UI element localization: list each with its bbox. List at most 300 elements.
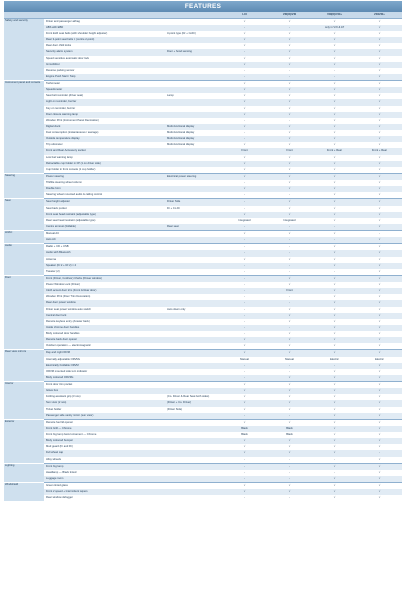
table-row bbox=[4, 167, 402, 174]
variant-value: √ bbox=[357, 307, 402, 313]
variant-value: √ bbox=[222, 343, 267, 350]
variant-value: √ bbox=[357, 275, 402, 282]
feature-name: Centre armrest (foldable) bbox=[44, 224, 166, 231]
variant-value: √ bbox=[267, 186, 312, 192]
variant-value: √ bbox=[357, 337, 402, 343]
variant-value: √ bbox=[357, 263, 402, 269]
table-row bbox=[4, 419, 402, 426]
variant-value: √ bbox=[222, 382, 267, 389]
feature-name: Reverse parking sensor bbox=[44, 68, 166, 74]
variant-value: √ bbox=[222, 56, 267, 62]
variant-value: - bbox=[222, 325, 267, 331]
table-row bbox=[4, 269, 402, 276]
feature-name: Front fog lamp bbox=[44, 463, 166, 470]
variant-value: - bbox=[267, 325, 312, 331]
variant-value: √ bbox=[357, 49, 402, 55]
feature-note: Multi-functional display bbox=[166, 130, 222, 136]
variant-value: √ bbox=[312, 331, 357, 337]
variant-value: - bbox=[267, 269, 312, 276]
variant-value: √ bbox=[312, 142, 357, 148]
variant-value: √ bbox=[357, 87, 402, 93]
feature-name: Steering wheel mounted audio & calling control bbox=[44, 192, 166, 199]
feature-note bbox=[166, 343, 222, 350]
variant-value: √ bbox=[357, 218, 402, 224]
variant-value: √ bbox=[222, 87, 267, 93]
variant-value: √ bbox=[312, 444, 357, 450]
variant-value: √ bbox=[267, 319, 312, 325]
column-header: VXI(O)/VXI bbox=[267, 12, 312, 18]
variant-value: √ bbox=[357, 394, 402, 400]
variant-value: - bbox=[267, 369, 312, 375]
feature-name: Speed sensitive automatic door lock bbox=[44, 56, 166, 62]
variant-value: - bbox=[267, 463, 312, 470]
table-row bbox=[4, 382, 402, 389]
variant-value: √ bbox=[312, 49, 357, 55]
table-row bbox=[4, 224, 402, 231]
section-label bbox=[4, 350, 44, 382]
variant-value: √ bbox=[357, 142, 402, 148]
variant-value: √ bbox=[267, 56, 312, 62]
variant-value: - bbox=[267, 457, 312, 464]
table-row bbox=[4, 375, 402, 382]
variant-value: √ bbox=[267, 206, 312, 212]
section-name: Rear view mirrors bbox=[5, 350, 27, 354]
variant-value: √ bbox=[357, 74, 402, 81]
feature-name: Body coloured ORVMs bbox=[44, 375, 166, 382]
page-title: FEATURES bbox=[4, 1, 402, 12]
feature-note bbox=[166, 192, 222, 199]
variant-value: √ bbox=[357, 369, 402, 375]
variant-value: √ bbox=[267, 18, 312, 25]
table-row bbox=[4, 231, 402, 238]
feature-name: ABS with EBD bbox=[44, 25, 166, 31]
variant-value: √ bbox=[357, 388, 402, 394]
variant-value: √ bbox=[357, 112, 402, 118]
feature-note: (Co. Driver & Rear Seat both sides) bbox=[166, 394, 222, 400]
feature-name: Retractable cup holder in I/P (1 on driver side) bbox=[44, 161, 166, 167]
variant-value: √ bbox=[312, 400, 357, 406]
variant-value: √ bbox=[357, 457, 402, 464]
variant-value: √ bbox=[267, 489, 312, 495]
variant-value: - bbox=[222, 180, 267, 186]
variant-value: √ bbox=[312, 438, 357, 444]
variant-value: √ bbox=[222, 337, 267, 343]
variant-value: √ bbox=[312, 167, 357, 174]
variant-value: √ bbox=[267, 87, 312, 93]
variant-value: √ bbox=[357, 237, 402, 244]
feature-name: Day and night IRVM bbox=[44, 350, 166, 357]
section-label bbox=[4, 173, 44, 199]
feature-name: Tachometer bbox=[44, 81, 166, 88]
variant-value: - bbox=[222, 224, 267, 231]
variant-value: Manual bbox=[267, 357, 312, 363]
variant-value: - bbox=[312, 457, 357, 464]
feature-name: Trip odometer bbox=[44, 142, 166, 148]
feature-name: Folding assistant grip (3 nos) bbox=[44, 394, 166, 400]
features-sheet bbox=[4, 1, 402, 502]
variant-value: - bbox=[222, 74, 267, 81]
feature-note bbox=[166, 167, 222, 174]
variant-value: - bbox=[222, 250, 267, 256]
variant-value: √ bbox=[222, 167, 267, 174]
feature-name: Headlamp — Black tinted bbox=[44, 470, 166, 476]
feature-name: Seat height adjuster bbox=[44, 199, 166, 206]
variant-value: √ bbox=[312, 212, 357, 218]
feature-note: Lamp bbox=[166, 93, 222, 99]
variant-value: √ bbox=[267, 331, 312, 337]
feature-name: Radio + CD + USB bbox=[44, 244, 166, 251]
variant-value: √ bbox=[357, 257, 402, 263]
variant-value: - bbox=[222, 275, 267, 282]
variant-value: √ bbox=[267, 375, 312, 382]
variant-value: - bbox=[357, 231, 402, 238]
variant-value: √ bbox=[312, 294, 357, 300]
table-row bbox=[4, 476, 402, 483]
variant-value: √ bbox=[357, 331, 402, 337]
variant-value: √ bbox=[222, 155, 267, 161]
section-name: Windshield bbox=[5, 483, 19, 487]
variant-value: √ bbox=[267, 388, 312, 394]
variant-value: - bbox=[267, 237, 312, 244]
variant-value: √ bbox=[222, 93, 267, 99]
table-row bbox=[4, 199, 402, 206]
table-row bbox=[4, 192, 402, 199]
variant-value: - bbox=[267, 363, 312, 369]
feature-name: Manual AC bbox=[44, 231, 166, 238]
feature-note bbox=[166, 275, 222, 282]
variant-value: √ bbox=[312, 81, 357, 88]
variant-value: √ bbox=[312, 99, 357, 105]
feature-name: Rear door power window bbox=[44, 300, 166, 306]
features-table bbox=[4, 12, 402, 502]
feature-note bbox=[166, 237, 222, 244]
feature-note: Multi-functional display bbox=[166, 142, 222, 148]
feature-note bbox=[166, 495, 222, 501]
feature-name: Immobilizer bbox=[44, 62, 166, 68]
variant-value: √ bbox=[222, 62, 267, 68]
variant-value: - bbox=[267, 25, 312, 31]
feature-note: Door + hood sensing bbox=[166, 49, 222, 55]
variant-value: √ bbox=[312, 382, 357, 389]
variant-value: √ bbox=[267, 155, 312, 161]
section-name: Instrument panel and console bbox=[5, 81, 41, 85]
feature-name: Double horn bbox=[44, 186, 166, 192]
variant-value: √ bbox=[312, 319, 357, 325]
variant-value: - bbox=[222, 369, 267, 375]
variant-value: √ bbox=[312, 325, 357, 331]
variant-value: - bbox=[222, 307, 267, 313]
feature-name: Rear window defogger bbox=[44, 495, 166, 501]
variant-value: √ bbox=[312, 463, 357, 470]
variant-value: √ bbox=[357, 407, 402, 413]
variant-value: √ bbox=[267, 161, 312, 167]
section-name: Interior bbox=[5, 382, 14, 386]
variant-value: √ bbox=[267, 124, 312, 130]
variant-value: √ bbox=[312, 432, 357, 438]
variant-value: Integrated bbox=[222, 218, 267, 224]
variant-value: √ bbox=[312, 476, 357, 483]
variant-value: √ bbox=[312, 186, 357, 192]
feature-name: Sun visor (2 nos) bbox=[44, 400, 166, 406]
variant-value: √ bbox=[312, 43, 357, 49]
feature-name: Audio with Bluetooth bbox=[44, 250, 166, 256]
table-row bbox=[4, 244, 402, 251]
variant-value: √ bbox=[312, 275, 357, 282]
variant-value: √ bbox=[267, 130, 312, 136]
variant-value: √ bbox=[312, 130, 357, 136]
feature-name: Seat back pocket bbox=[44, 206, 166, 212]
variant-value: √ bbox=[267, 106, 312, 112]
feature-name: Front door trim pocket bbox=[44, 382, 166, 389]
variant-value: √ bbox=[267, 173, 312, 180]
feature-name: Rear 3-point seat belts × (centre 2-point) bbox=[44, 37, 166, 43]
variant-value: - bbox=[267, 476, 312, 483]
feature-name: Internally adjustable ORVMs bbox=[44, 357, 166, 363]
variant-value: √ bbox=[267, 167, 312, 174]
variant-value: √ bbox=[312, 263, 357, 269]
feature-name: Tweeter (2) bbox=[44, 269, 166, 276]
variant-value: √ bbox=[357, 438, 402, 444]
variant-value: √ bbox=[357, 199, 402, 206]
table-row bbox=[4, 18, 402, 25]
variant-value: √ bbox=[312, 62, 357, 68]
feature-name: Full wheel cap bbox=[44, 450, 166, 456]
variant-value: √ bbox=[357, 136, 402, 142]
feature-name: Alloy wheels bbox=[44, 457, 166, 464]
feature-name: Speedometer bbox=[44, 87, 166, 93]
variant-value: √ bbox=[222, 31, 267, 37]
column-header: LXI bbox=[222, 12, 267, 18]
table-row bbox=[4, 237, 402, 244]
section-name: HVAC bbox=[5, 231, 13, 235]
variant-value: √ bbox=[357, 161, 402, 167]
feature-name: Front and Rear Accessory socket bbox=[44, 148, 166, 154]
variant-value: √ bbox=[357, 224, 402, 231]
section-label bbox=[4, 275, 44, 350]
table-row bbox=[4, 173, 402, 180]
variant-value: √ bbox=[267, 37, 312, 43]
variant-value: √ bbox=[267, 180, 312, 186]
variant-value: √ bbox=[357, 93, 402, 99]
variant-value: √ bbox=[267, 212, 312, 218]
variant-value: - bbox=[222, 49, 267, 55]
variant-value: √ bbox=[357, 313, 402, 319]
variant-value: √ bbox=[357, 56, 402, 62]
table-row bbox=[4, 81, 402, 88]
variant-value: √ bbox=[222, 444, 267, 450]
table-row bbox=[4, 350, 402, 357]
variant-value: - bbox=[222, 199, 267, 206]
variant-value: √ bbox=[222, 161, 267, 167]
variant-value: Black bbox=[267, 426, 312, 432]
variant-value: √ bbox=[222, 394, 267, 400]
variant-value: √ bbox=[357, 18, 402, 25]
variant-value: √ bbox=[312, 495, 357, 501]
variant-value: √ bbox=[357, 476, 402, 483]
variant-value: √ bbox=[357, 282, 402, 288]
feature-note bbox=[166, 457, 222, 464]
variant-value: √ bbox=[222, 173, 267, 180]
feature-name: Door closure warning lamp bbox=[44, 112, 166, 118]
feature-name: Front seat head restraint (adjustable type) bbox=[44, 212, 166, 218]
variant-value: - bbox=[312, 74, 357, 81]
variant-value: √ bbox=[267, 81, 312, 88]
feature-name: Passenger side vanity mirror (sun visor) bbox=[44, 413, 166, 420]
variant-value: √ bbox=[267, 136, 312, 142]
variant-value: √ bbox=[222, 400, 267, 406]
variant-value: √ bbox=[312, 124, 357, 130]
variant-value: √ bbox=[312, 218, 357, 224]
variant-value: √ bbox=[267, 112, 312, 118]
table-row bbox=[4, 275, 402, 282]
feature-note bbox=[166, 81, 222, 88]
section-name: Safety and security bbox=[5, 18, 28, 22]
feature-note: (Driver + Co. Driver) bbox=[166, 400, 222, 406]
variant-value: √ bbox=[357, 81, 402, 88]
feature-name: Seat belt reminder (driver seat) bbox=[44, 93, 166, 99]
table-row bbox=[4, 495, 402, 501]
variant-value: √ bbox=[267, 199, 312, 206]
variant-value: √ bbox=[267, 307, 312, 313]
feature-name: Remote fuel lid opener bbox=[44, 419, 166, 426]
variant-value: √ bbox=[357, 37, 402, 43]
variant-value: √ bbox=[357, 400, 402, 406]
variant-value: - bbox=[222, 476, 267, 483]
variant-value: - bbox=[222, 269, 267, 276]
variant-value: - bbox=[222, 288, 267, 294]
variant-value: √ bbox=[357, 130, 402, 136]
feature-note: Multi-functional display bbox=[166, 124, 222, 130]
variant-value: - bbox=[222, 413, 267, 420]
variant-value: Front bbox=[222, 148, 267, 154]
variant-value: √ bbox=[312, 257, 357, 263]
section-name: Seat bbox=[5, 199, 11, 203]
variant-value: - bbox=[267, 300, 312, 306]
feature-note bbox=[166, 483, 222, 490]
variant-value: √ bbox=[222, 142, 267, 148]
feature-name: Cup holder in front console (1 cup holder) bbox=[44, 167, 166, 174]
feature-name: Driver seat power window auto switch bbox=[44, 307, 166, 313]
feature-name: Speaker (Fr:2 + Rr:2) × 4 bbox=[44, 263, 166, 269]
variant-value: √ bbox=[357, 99, 402, 105]
variant-value: √ bbox=[267, 407, 312, 413]
variant-value: √ bbox=[267, 419, 312, 426]
variant-value: √ bbox=[222, 186, 267, 192]
section-label bbox=[4, 419, 44, 463]
variant-value: √ bbox=[357, 419, 402, 426]
feature-name: Front (Driver, Codriver) Chebs (Power window) bbox=[44, 275, 166, 282]
variant-value: √ bbox=[312, 112, 357, 118]
variant-value: √ bbox=[357, 432, 402, 438]
variant-value: √ bbox=[222, 81, 267, 88]
variant-value: - bbox=[267, 118, 312, 124]
feature-name: Front fog lamp bezel ornament — Chrome bbox=[44, 432, 166, 438]
variant-value: - bbox=[312, 224, 357, 231]
feature-name: Wooden Print (Instrument Panel Decoration) bbox=[44, 118, 166, 124]
feature-name: Outdoor operation — electromagnetic bbox=[44, 343, 166, 350]
feature-name: Rear door child locks bbox=[44, 43, 166, 49]
variant-value: √ bbox=[357, 300, 402, 306]
section-label bbox=[4, 463, 44, 482]
variant-value: √ bbox=[267, 231, 312, 238]
variant-value: √ bbox=[312, 426, 357, 432]
variant-value: √ bbox=[312, 87, 357, 93]
feature-note bbox=[166, 419, 222, 426]
variant-value: √ bbox=[222, 489, 267, 495]
variant-value: - bbox=[222, 294, 267, 300]
variant-value: √ bbox=[312, 56, 357, 62]
feature-name: ORVM mounted side turn indicator bbox=[44, 369, 166, 375]
variant-value: - bbox=[267, 244, 312, 251]
section-label bbox=[4, 382, 44, 420]
variant-value: √ bbox=[312, 375, 357, 382]
variant-value: √ bbox=[357, 319, 402, 325]
variant-value: √ bbox=[357, 244, 402, 251]
feature-name: Low fuel warning lamp bbox=[44, 155, 166, 161]
variant-value: √ bbox=[222, 43, 267, 49]
variant-value: √ bbox=[222, 231, 267, 238]
variant-value: - bbox=[312, 237, 357, 244]
feature-note bbox=[166, 375, 222, 382]
feature-note bbox=[166, 231, 222, 238]
section-label bbox=[4, 231, 44, 244]
variant-value: - bbox=[222, 118, 267, 124]
table-row bbox=[4, 463, 402, 470]
variant-value: √ bbox=[267, 450, 312, 456]
variant-value: - bbox=[267, 74, 312, 81]
feature-note: Auto down only bbox=[166, 307, 222, 313]
variant-value: √ bbox=[312, 450, 357, 456]
feature-name: Mud guard (Fr and Rr) bbox=[44, 444, 166, 450]
section-name: Exterior bbox=[5, 419, 15, 423]
variant-value: - bbox=[222, 319, 267, 325]
variant-value: √ bbox=[357, 124, 402, 130]
variant-value: √ bbox=[267, 438, 312, 444]
variant-value: √ bbox=[267, 257, 312, 263]
variant-value: √ bbox=[267, 350, 312, 357]
feature-note bbox=[166, 269, 222, 276]
section-label bbox=[4, 244, 44, 276]
feature-name: Key on reminder, buzzer bbox=[44, 106, 166, 112]
variant-value: √ bbox=[312, 136, 357, 142]
variant-value: √ bbox=[312, 180, 357, 186]
feature-note bbox=[166, 463, 222, 470]
variant-value: √ bbox=[357, 180, 402, 186]
variant-value: √ bbox=[357, 43, 402, 49]
variant-value: √ bbox=[312, 244, 357, 251]
feature-note: Multi-functional display bbox=[166, 136, 222, 142]
variant-value: - bbox=[222, 136, 267, 142]
variant-value: √ bbox=[357, 118, 402, 124]
feature-name: Engine Push Start / Stop bbox=[44, 74, 166, 81]
variant-value: √ bbox=[267, 31, 312, 37]
variant-value: √ bbox=[222, 450, 267, 456]
feature-name: Cloth accent door trim (Front & Rear door) bbox=[44, 288, 166, 294]
variant-value: √ bbox=[357, 444, 402, 450]
section-name: Steering bbox=[5, 173, 16, 177]
variant-value: √ bbox=[357, 350, 402, 357]
variant-value: Front bbox=[267, 148, 312, 154]
feature-name: Auto AC bbox=[44, 237, 166, 244]
feature-name: Ticket holder bbox=[44, 407, 166, 413]
variant-value: √ bbox=[222, 212, 267, 218]
variant-value: √ bbox=[357, 269, 402, 276]
feature-note: Driver Side bbox=[166, 199, 222, 206]
feature-note: Electrical power steering bbox=[166, 173, 222, 180]
feature-name: Outside temperature display bbox=[44, 136, 166, 142]
variant-value: √ bbox=[312, 288, 357, 294]
feature-note bbox=[166, 476, 222, 483]
